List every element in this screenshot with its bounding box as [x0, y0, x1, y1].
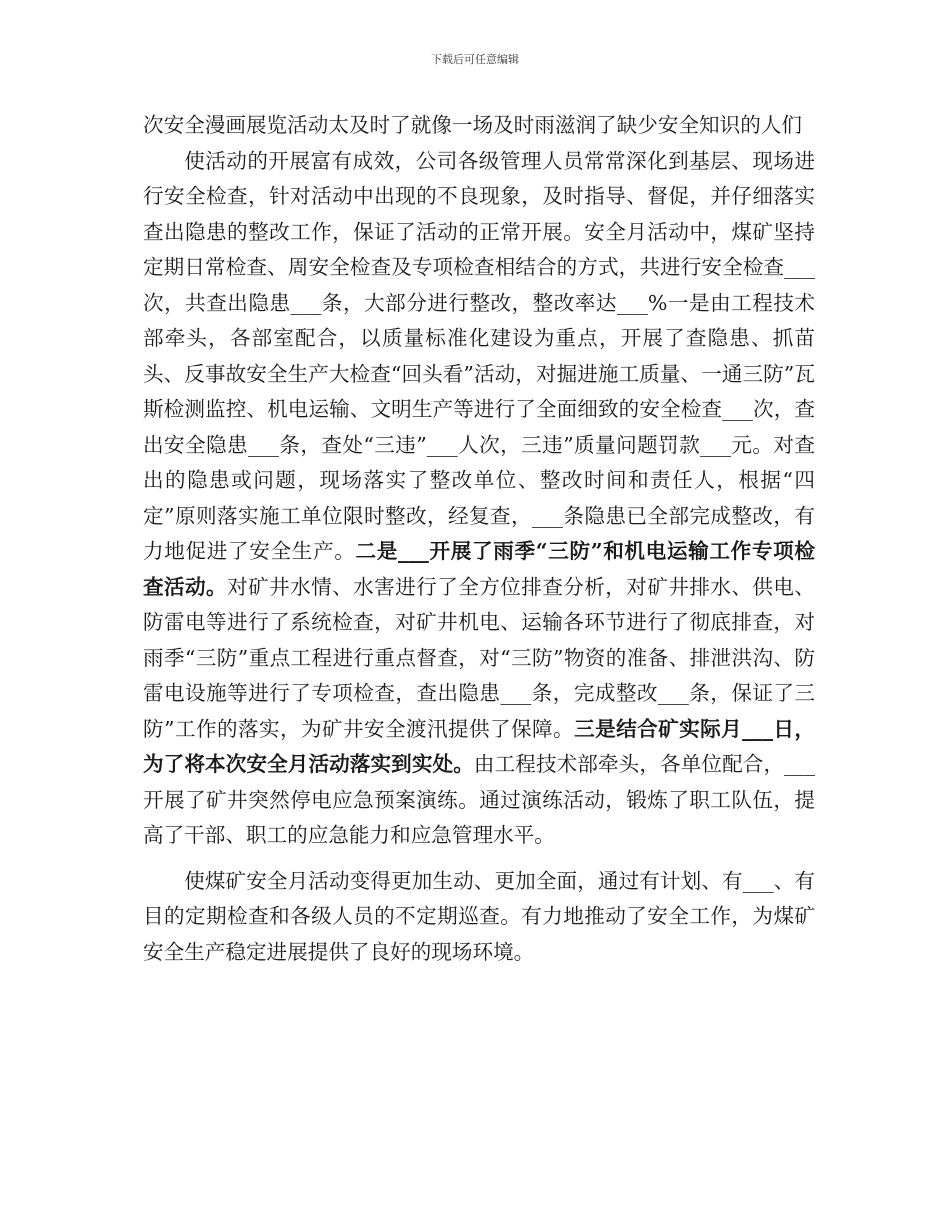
paragraph-1-text: 次安全漫画展览活动太及时了就像一场及时雨滋润了缺少安全知识的人们: [143, 113, 802, 137]
paragraph-2-bold-heading-3: 三是结合矿实际月___日，为了将本次安全月活动落实到实处。: [143, 716, 816, 776]
paragraph-2-text-a: 使活动的开展富有成效，公司各级管理人员常常深化到基层、现场进行安全检查，针对活动中出现的不良现象，及时指导、督促，并仔细落实查出隐患的整改工作，保证了活动的正常开展。安全月活动中，煤矿坚持定期日常检查、周安全检查及专项检查相结合的方式，共进行安全检查___次，共查出隐患___条，大部分进行整改，整改率达___%一是由工程技术部牵头，各部室配合，以质量标准化建设为重点，开展了查隐患、抓苗头、反事故安全生产大检查“回头看”活动，对掘进施工质量、一通三防”瓦斯检测监控、机电运输、文明生产等进行了全面细致的安全检查___次，查出安全隐患___条，查处“三违”___人次，三违”质量问题罚款___元。对查出的隐患或问题，现场落实了整改单位、整改时间和责任人，根据“四定”原则落实施工单位限时整改，经复查，___条隐患已全部完成整改，有力地促进了安全生产。: [143, 148, 815, 563]
paragraph-1: [143, 108, 815, 144]
paragraph-3: [143, 864, 815, 971]
paragraph-2-text-b: 对矿井水情、水害进行了全方位排查分析，对矿井排水、供电、防雷电等进行了系统检查，对矿井机电、运输各环节进行了彻底排查，对雨季“三防”重点工程进行重点督查，对“三防”物资的准备、排泄洪沟、防雷电设施等进行了专项检查，查出隐患___条，完成整改___条，保证了三防”工作的落实，为矿井安全渡汛提供了保障。: [143, 574, 816, 741]
paragraph-2-bold-heading-2: 二是___开展了雨季“三防”和机电运输工作专项检查活动。: [143, 539, 815, 599]
page-header: 下载后可任意编辑: [431, 53, 519, 66]
paragraph-2-text-c: 由工程技术部牵头，各单位配合，___开展了矿井突然停电应急预案演练。通过演练活动，锻炼了职工队伍，提高了干部、职工的应急能力和应急管理水平。: [143, 752, 816, 847]
document-body: [143, 108, 815, 970]
paragraph-2: [143, 144, 815, 854]
paragraph-3-text: 使煤矿安全月活动变得更加生动、更加全面，通过有计划、有___、有目的定期检查和各级人员的不定期巡查。有力地推动了安全工作，为煤矿安全生产稳定进展提供了良好的现场环境。: [143, 868, 815, 964]
